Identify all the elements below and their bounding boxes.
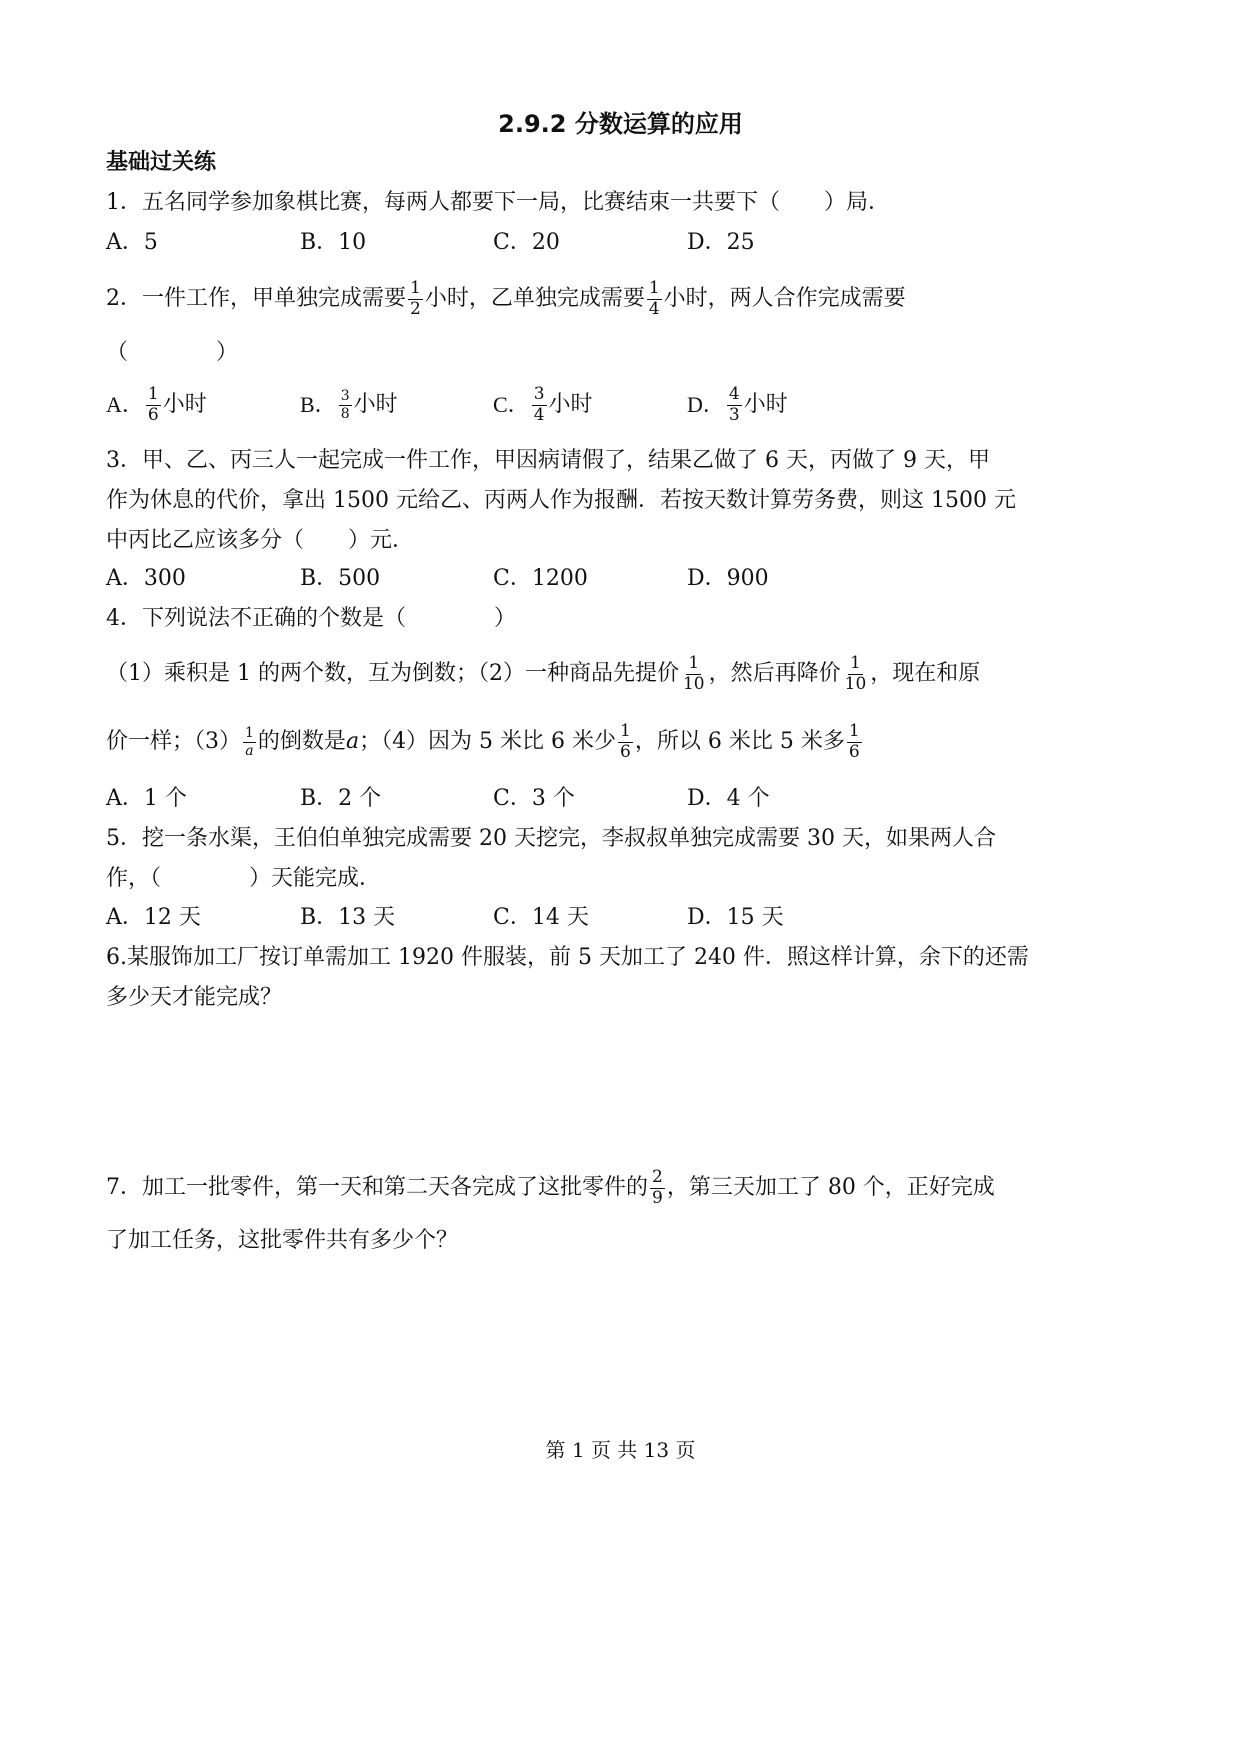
q4-fraction-2: $\frac{1}{10}$ [844, 652, 867, 694]
q2-option-c: C． $\frac{3}{4}$ 小时 [493, 383, 593, 425]
q5-option-b: B．13 天 [300, 905, 396, 930]
q2-fraction-1: $\frac{1}{2}$ [410, 277, 421, 319]
q2-answer-blank: （ ） [106, 340, 239, 365]
question-4-statement-line-1: （1）乘积是 1 的两个数，互为倒数；（2）一种商品先提价 $\frac{1}{10}$ ，然后再降价 $\frac{1}{10}$ ，现在和原 [106, 652, 981, 694]
section-heading: 基础过关练 [106, 150, 217, 175]
q1-option-c: C．20 [493, 230, 560, 255]
q5-option-a: A．12 天 [106, 905, 201, 930]
q1-option-d: D．25 [687, 230, 755, 255]
question-3-line-3: 中丙比乙应该多分（ ）元． [106, 528, 415, 553]
page-footer: 第 1 页 共 13 页 [545, 1438, 696, 1462]
q1-option-a: A．5 [106, 230, 158, 255]
q3-option-b: B．500 [300, 566, 381, 591]
question-6-line-1: 6.某服饰加工厂按订单需加工 1920 件服装，前 5 天加工了 240 件．照这样计算，余下的还需 [106, 945, 1029, 970]
q5-option-c: C．14 天 [493, 905, 589, 930]
question-6-line-2: 多少天才能完成？ [106, 985, 283, 1010]
q4-option-d: D．4 个 [687, 786, 770, 811]
question-7-line-1: 7．加工一批零件，第一天和第二天各完成了这批零件的 $\frac{2}{9}$ ，第三天加工了 80 个，正好完成 [106, 1166, 995, 1208]
q2-part-2: 小时，乙单独完成需要 [424, 286, 645, 311]
q2-fraction-2: $\frac{1}{4}$ [648, 277, 660, 319]
q1-option-b: B．10 [300, 230, 367, 255]
question-7-line-2: 了加工任务，这批零件共有多少个？ [106, 1228, 459, 1253]
question-3-line-2: 作为休息的代价，拿出 1500 元给乙、丙两人作为报酬．若按天数计算劳务费，则这 1500 元 [106, 488, 1016, 513]
question-1-text: 1．五名同学参加象棋比赛，每两人都要下一局，比赛结束一共要下（ ）局． [106, 190, 890, 215]
q4-option-b: B．2 个 [300, 786, 382, 811]
q3-option-c: C．1200 [493, 566, 588, 591]
q2-part-3: 小时，两人合作完成需要 [663, 286, 906, 311]
q4-variable: a [345, 729, 360, 754]
q2-option-d: D． $\frac{4}{3}$ 小时 [687, 383, 788, 425]
q3-option-d: D．900 [687, 566, 769, 591]
question-5-line-1: 5．挖一条水渠，王伯伯单独完成需要 20 天挖完，李叔叔单独完成需要 30 天，如果两人合 [106, 826, 996, 851]
q2-option-b: B． $\frac{3}{8}$ 小时 [300, 387, 398, 422]
q4-fraction-1: $\frac{1}{10}$ [682, 652, 705, 694]
question-3-line-1: 3．甲、乙、丙三人一起完成一件工作，甲因病请假了，结果乙做了 6 天，丙做了 9 天，甲 [106, 448, 990, 473]
q3-option-a: A．300 [106, 566, 186, 591]
q2-part-1: 2．一件工作，甲单独完成需要 [106, 286, 406, 311]
q4-option-c: C．3 个 [493, 786, 575, 811]
q5-option-d: D．15 天 [687, 905, 784, 930]
q4-fraction-4: $\frac{1}{6}$ [620, 720, 631, 762]
q4-fraction-5: $\frac{1}{6}$ [848, 720, 860, 762]
page-title: 2.9.2 分数运算的应用 [498, 110, 743, 138]
question-5-line-2: 作，（ ）天能完成． [106, 866, 382, 891]
question-2-text [106, 276, 906, 322]
q7-fraction: $\frac{2}{9}$ [652, 1166, 663, 1208]
q4-option-a: A．1 个 [106, 786, 187, 811]
q2-option-a: A． $\frac{1}{6}$ 小时 [106, 383, 207, 425]
question-4-statement-line-2: 价一样；（3） $\frac{1}{a}$ 的倒数是 a ；（4）因为 5 米比 6 米少 $\frac{1}{6}$ ，所以 6 米比 5 米多 $\frac{1}{6}$ [106, 720, 860, 762]
q4-fraction-3: $\frac{1}{a}$ [245, 724, 254, 759]
question-4-text: 4．下列说法不正确的个数是（ ） [106, 606, 516, 631]
